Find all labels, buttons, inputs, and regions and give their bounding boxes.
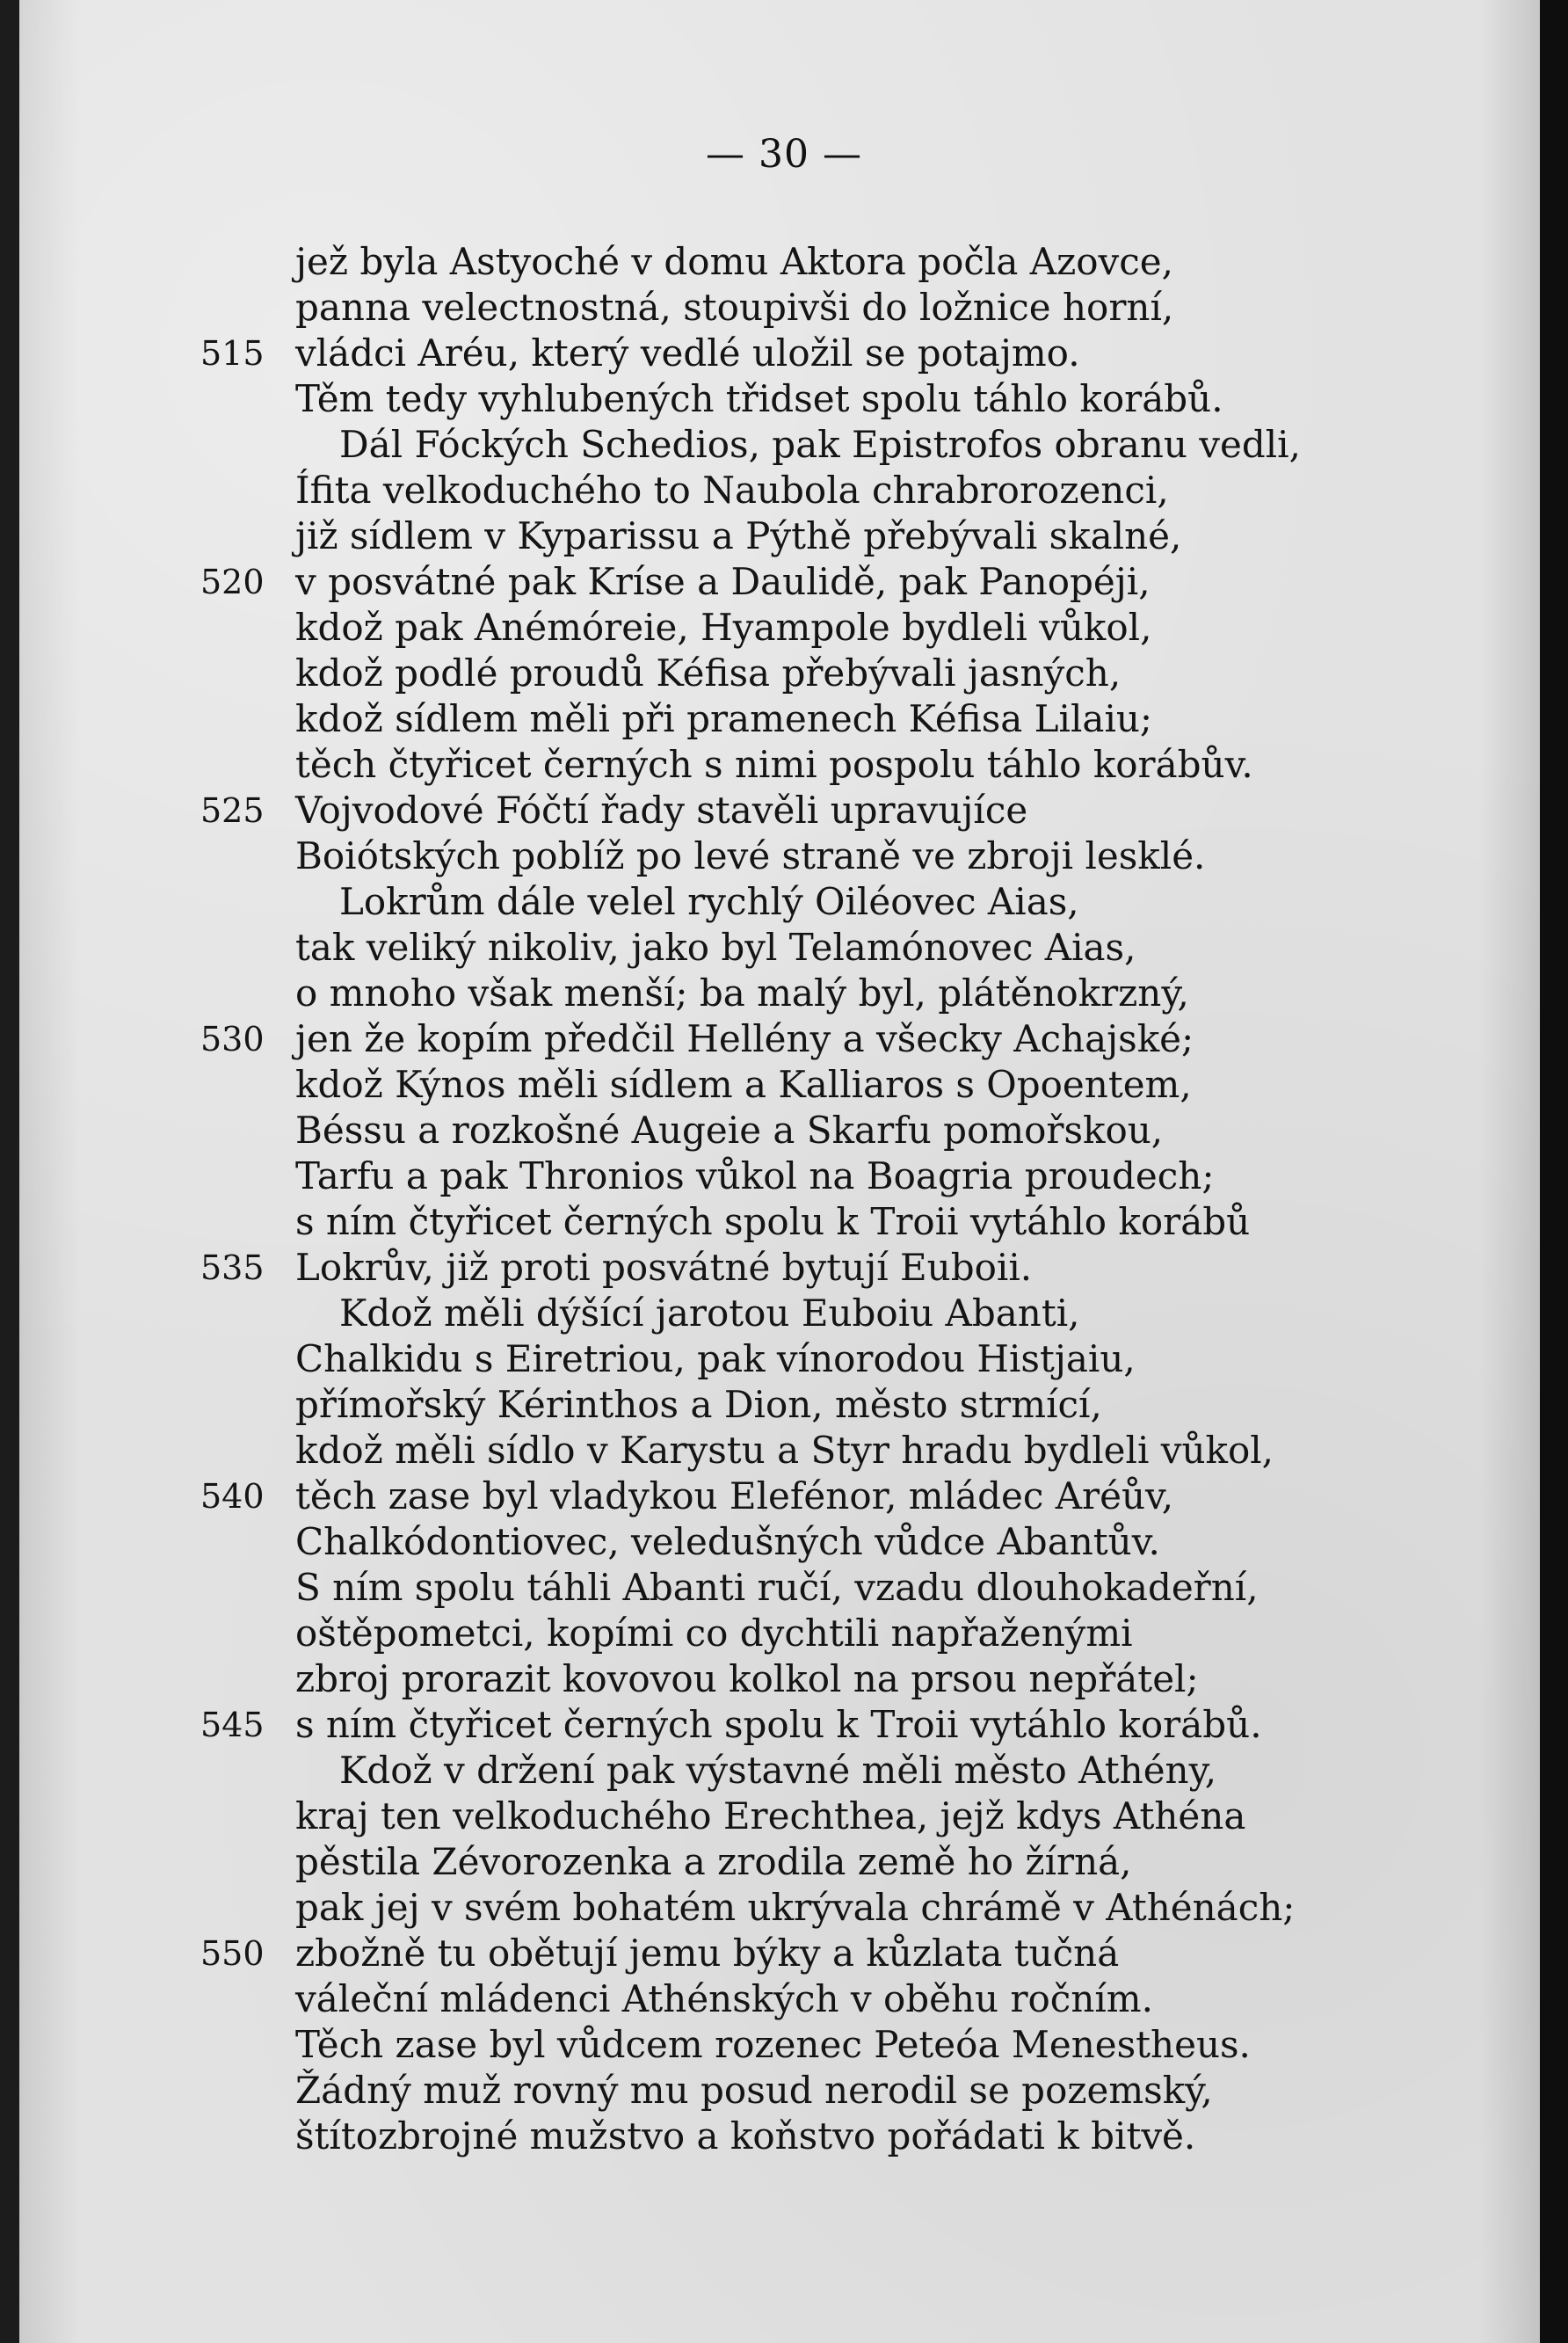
verse-line <box>0 1016 1568 1062</box>
verse-line <box>0 971 1568 1016</box>
verse-line <box>0 1931 1568 1976</box>
verse-text: zbroj prorazit kovovou kolkol na prsou nepřátel; <box>295 1657 1199 1700</box>
verse-text: Vojvodové Fóčtí řady stavěli upravujíce <box>295 789 1028 832</box>
verse-text: Chalkódontiovec, veledušných vůdce Abantův. <box>295 1520 1160 1563</box>
line-number: 550 <box>200 1934 265 1973</box>
verse-line <box>0 1291 1568 1336</box>
verse-text: s ním čtyřicet černých spolu k Troii vytáhlo korábů. <box>295 1703 1262 1746</box>
line-number: 540 <box>200 1477 265 1516</box>
line-number: 525 <box>200 791 265 830</box>
verse-text: Kdož měli dýšící jarotou Euboiu Abanti, <box>339 1292 1080 1335</box>
verse-text: kdož pak Anémóreie, Hyampole bydleli vůkol, <box>295 606 1152 649</box>
verse-text: Dál Fóckých Schedios, pak Epistrofos obranu vedli, <box>339 423 1301 466</box>
verse-line <box>0 239 1568 285</box>
verse-text: kraj ten velkoduchého Erechthea, jejž kdys Athéna <box>295 1794 1246 1837</box>
verse-text: s ním čtyřicet černých spolu k Troii vytáhlo korábů <box>295 1200 1251 1243</box>
verse-line <box>0 2022 1568 2068</box>
verse-text: pak jej v svém bohatém ukrývala chrámě v Athénách; <box>295 1886 1296 1929</box>
verse-text: Chalkidu s Eiretriou, pak vínorodou Histjaiu, <box>295 1337 1136 1380</box>
line-number: 515 <box>200 334 265 373</box>
verse-text: panna velectnostná, stoupivši do ložnice horní, <box>295 286 1174 329</box>
verse-line <box>0 2068 1568 2114</box>
verse-text: Žádný muž rovný mu posud nerodil se pozemský, <box>295 2069 1213 2112</box>
verse-text: těch čtyřicet černých s nimi pospolu táhlo korábův. <box>295 743 1253 786</box>
verse-text: kdož měli sídlo v Karystu a Styr hradu bydleli vůkol, <box>295 1429 1274 1472</box>
verse-text: jen že kopím předčil Hellény a všecky Achajské; <box>295 1017 1194 1060</box>
verse-line <box>0 1839 1568 1885</box>
verse-text: oštěpometci, kopími co dychtili napřaženými <box>295 1612 1133 1655</box>
verse-line <box>0 1748 1568 1794</box>
verse-text: Tarfu a pak Thronios vůkol na Boagria proudech; <box>295 1154 1215 1197</box>
verse-text: přímořský Kérinthos a Dion, město strmící, <box>295 1383 1102 1426</box>
verse-block <box>0 239 1568 2159</box>
verse-text: váleční mládenci Athénských v oběhu ročním. <box>295 1977 1153 2020</box>
verse-line <box>0 376 1568 422</box>
verse-line <box>0 422 1568 468</box>
line-number: 535 <box>200 1248 265 1287</box>
verse-line <box>0 1565 1568 1611</box>
verse-text: zbožně tu obětují jemu býky a kůzlata tučná <box>295 1932 1120 1975</box>
verse-line <box>0 1976 1568 2022</box>
verse-text: Béssu a rozkošné Augeie a Skarfu pomořskou, <box>295 1109 1164 1152</box>
verse-text: vládci Aréu, který vedlé uložil se potajmo. <box>295 331 1080 375</box>
verse-line <box>0 925 1568 971</box>
verse-line <box>0 651 1568 696</box>
verse-line <box>0 605 1568 651</box>
verse-line <box>0 1519 1568 1565</box>
verse-line <box>0 1153 1568 1199</box>
verse-line <box>0 1245 1568 1291</box>
verse-text: Lokrův, již proti posvátné bytují Euboii. <box>295 1246 1033 1289</box>
page-number: — 30 — <box>706 132 862 177</box>
verse-line <box>0 879 1568 925</box>
verse-line <box>0 559 1568 605</box>
verse-text: Kdož v držení pak výstavné měli město Athény, <box>339 1749 1217 1792</box>
verse-line <box>0 788 1568 833</box>
verse-text: Těm tedy vyhlubených třidset spolu táhlo korábů. <box>295 377 1223 420</box>
verse-text: pěstila Zévorozenka a zrodila země ho žírná, <box>295 1840 1132 1883</box>
verse-line <box>0 285 1568 331</box>
line-number: 545 <box>200 1706 265 1744</box>
verse-text: štítozbrojné mužstvo a koňstvo pořádati k bitvě. <box>295 2114 1196 2157</box>
verse-line <box>0 2114 1568 2159</box>
verse-text: tak veliký nikoliv, jako byl Telamónovec Aias, <box>295 926 1136 969</box>
verse-text: Ífita velkoduchého to Naubola chrabrorozenci, <box>295 469 1169 512</box>
verse-text: S ním spolu táhli Abanti ručí, vzadu dlouhokadeřní, <box>295 1566 1259 1609</box>
verse-text: kdož podlé proudů Kéfisa přebývali jasných, <box>295 651 1122 695</box>
verse-text: Lokrům dále velel rychlý Oiléovec Aias, <box>339 880 1079 923</box>
verse-text: v posvátné pak Kríse a Daulidě, pak Panopéji, <box>295 560 1151 603</box>
verse-line <box>0 1382 1568 1428</box>
line-number: 530 <box>200 1020 265 1059</box>
verse-line <box>0 1611 1568 1656</box>
verse-line <box>0 1702 1568 1748</box>
verse-line <box>0 1656 1568 1702</box>
verse-line <box>0 468 1568 513</box>
verse-line <box>0 1062 1568 1108</box>
verse-line <box>0 1428 1568 1473</box>
verse-text: jež byla Astyoché v domu Aktora počla Azovce, <box>295 240 1173 283</box>
verse-line <box>0 1794 1568 1839</box>
verse-text: Těch zase byl vůdcem rozenec Peteóa Menestheus. <box>295 2023 1251 2066</box>
verse-line <box>0 1473 1568 1519</box>
verse-line <box>0 833 1568 879</box>
verse-text: kdož Kýnos měli sídlem a Kalliaros s Opoentem, <box>295 1063 1192 1106</box>
verse-text: kdož sídlem měli při pramenech Kéfisa Lilaiu; <box>295 697 1153 740</box>
verse-line <box>0 1336 1568 1382</box>
verse-text: těch zase byl vladykou Elefénor, mládec Aréův, <box>295 1474 1174 1517</box>
verse-line <box>0 1108 1568 1153</box>
verse-line <box>0 513 1568 559</box>
verse-text: již sídlem v Kyparissu a Pýthě přebývali skalné, <box>295 514 1182 557</box>
verse-text: o mnoho však menší; ba malý byl, plátěnokrzný, <box>295 971 1189 1015</box>
verse-line <box>0 696 1568 742</box>
verse-line <box>0 742 1568 788</box>
verse-text: Boiótských poblíž po levé straně ve zbroji lesklé. <box>295 834 1206 877</box>
verse-line <box>0 1885 1568 1931</box>
verse-line <box>0 1199 1568 1245</box>
verse-line <box>0 331 1568 376</box>
line-number: 520 <box>200 563 265 601</box>
